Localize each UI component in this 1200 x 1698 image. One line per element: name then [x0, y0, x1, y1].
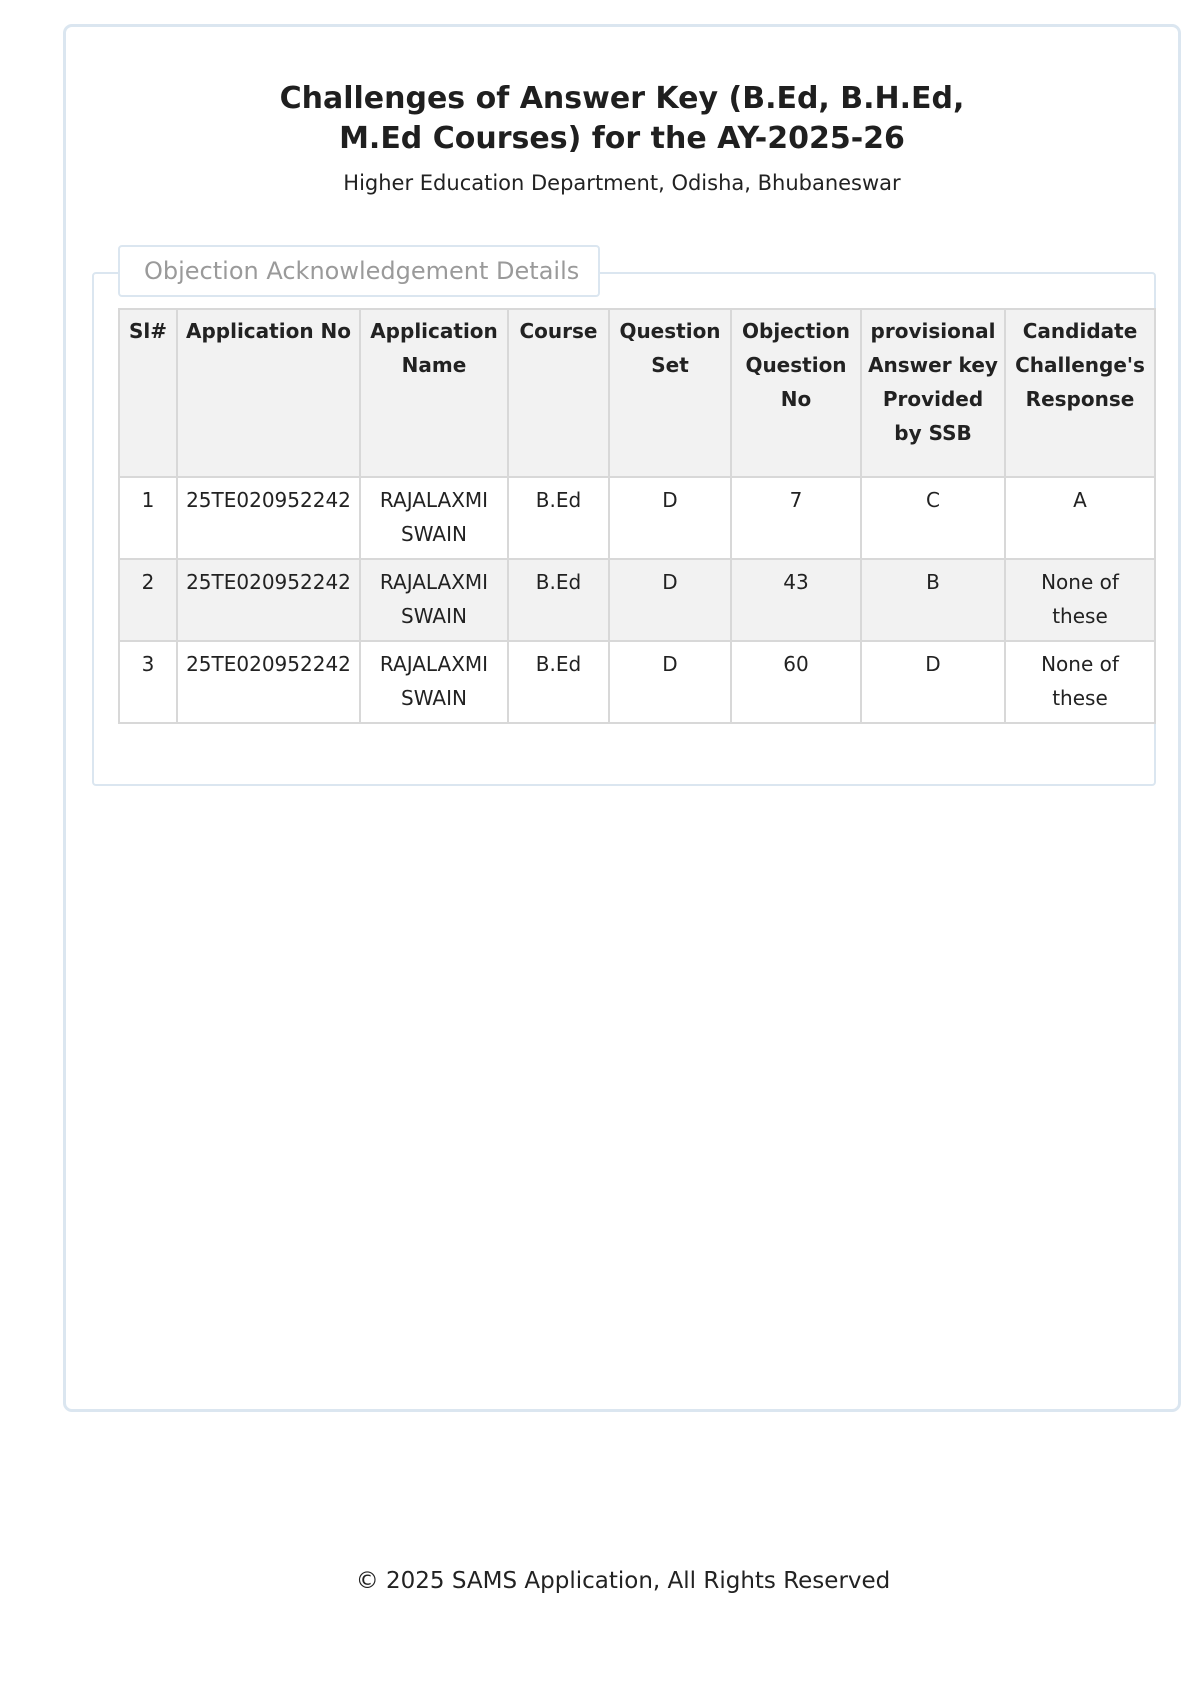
cell-sl-no: 1 — [119, 477, 177, 559]
column-header-provisional-answer-key: provisional Answer key Provided by SSB — [861, 309, 1005, 477]
cell-application-name: RAJALAXMI SWAIN — [360, 559, 508, 641]
cell-question-set: D — [609, 559, 731, 641]
cell-objection-question-no: 7 — [731, 477, 861, 559]
footer-copyright: © 2025 SAMS Application, All Rights Reserved — [355, 1568, 891, 1594]
cell-course: B.Ed — [508, 559, 609, 641]
column-header-objection-question-no: Objection Question No — [731, 309, 861, 477]
table-row — [119, 641, 1155, 723]
cell-application-no: 25TE020952242 — [177, 559, 360, 641]
cell-course: B.Ed — [508, 641, 609, 723]
cell-provisional-answer-key: B — [861, 559, 1005, 641]
column-header-application-name: Application Name — [360, 309, 508, 477]
objection-acknowledgement-table — [118, 308, 1156, 724]
objection-details-legend: Objection Acknowledgement Details — [118, 245, 600, 297]
table-row — [119, 559, 1155, 641]
cell-application-name: RAJALAXMI SWAIN — [360, 477, 508, 559]
cell-sl-no: 3 — [119, 641, 177, 723]
page-subtitle: Higher Education Department, Odisha, Bhubaneswar — [343, 171, 901, 195]
table-header-row — [119, 309, 1155, 477]
cell-candidate-response: None of these — [1005, 559, 1155, 641]
page-title — [66, 79, 1178, 159]
cell-candidate-response: None of these — [1005, 641, 1155, 723]
cell-course: B.Ed — [508, 477, 609, 559]
cell-provisional-answer-key: D — [861, 641, 1005, 723]
cell-application-name: RAJALAXMI SWAIN — [360, 641, 508, 723]
main-card — [63, 24, 1181, 1412]
column-header-question-set: Question Set — [609, 309, 731, 477]
column-header-sl-no: Sl# — [119, 309, 177, 477]
column-header-application-no: Application No — [177, 309, 360, 477]
column-header-candidate-response: Candidate Challenge's Response — [1005, 309, 1155, 477]
cell-objection-question-no: 60 — [731, 641, 861, 723]
cell-application-no: 25TE020952242 — [177, 641, 360, 723]
table-row — [119, 477, 1155, 559]
page-title-line-1: Challenges of Answer Key (B.Ed, B.H.Ed, — [279, 81, 965, 116]
cell-objection-question-no: 43 — [731, 559, 861, 641]
cell-application-no: 25TE020952242 — [177, 477, 360, 559]
column-header-course: Course — [508, 309, 609, 477]
page-title-line-2: M.Ed Courses) for the AY-2025-26 — [339, 121, 905, 156]
cell-sl-no: 2 — [119, 559, 177, 641]
cell-question-set: D — [609, 641, 731, 723]
cell-provisional-answer-key: C — [861, 477, 1005, 559]
cell-candidate-response: A — [1005, 477, 1155, 559]
cell-question-set: D — [609, 477, 731, 559]
